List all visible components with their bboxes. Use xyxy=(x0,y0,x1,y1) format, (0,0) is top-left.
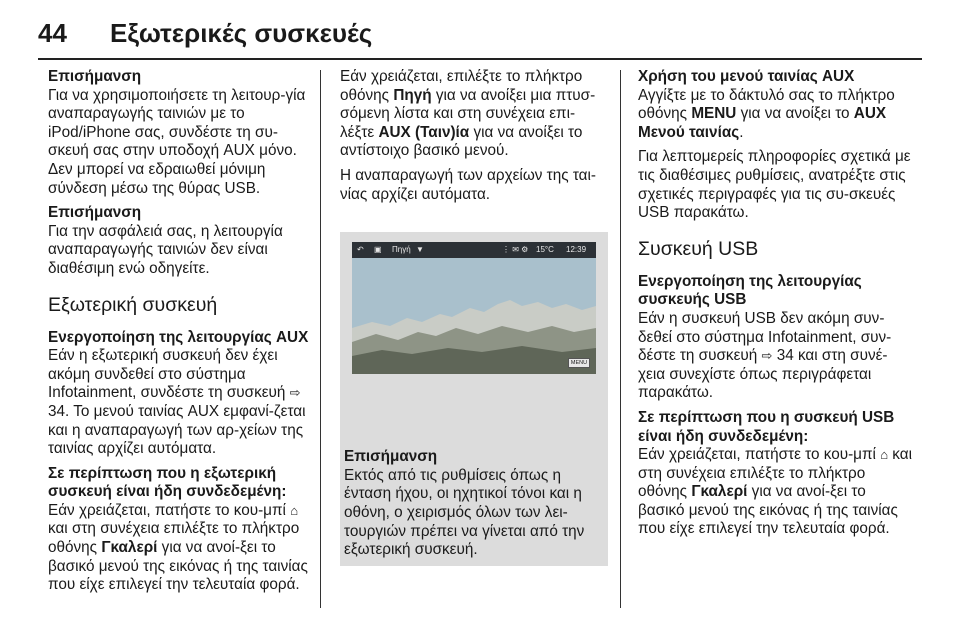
screen-menu-button[interactable]: MENU xyxy=(568,358,590,368)
autoplay-paragraph: Η αναπαραγωγή των αρχείων της ται-νίας αρχίζει αυτόματα. xyxy=(340,166,596,203)
screen-temperature: 15°C xyxy=(536,245,554,255)
column-1 xyxy=(48,68,310,595)
screen-source-label[interactable]: Πηγή xyxy=(392,245,411,255)
aux-activation-text-b: . Το μενού ταινίας AUX εμφανί-ζεται και η αναπαραγωγή των αρ-χείων της ταινίας αρχίζει αυτόματα. xyxy=(48,402,306,458)
gallery-label: Γκαλερί xyxy=(101,539,158,557)
usb-connected-body xyxy=(638,446,913,539)
aux-menu-text-b: για να ανοίξει το xyxy=(740,105,850,123)
source-text-b: για να ανοίξει μια πτυσ-σόμενη λίστα και στη συνέχεια επι-λέξτε xyxy=(340,86,596,141)
note-box-title: Επισήμανση xyxy=(344,448,438,466)
note-1-title: Επισήμανση xyxy=(48,68,142,85)
note-box-body: Εκτός από τις ρυθμίσεις όπως η ένταση ήχου, οι ηχητικοί τόνοι και η οθόνη, ο χειρισμός όλων των λει-τουργιών πρέπει να γίνεται από την εξωτερική συσκευή. xyxy=(344,466,585,559)
page-ref[interactable]: 34 xyxy=(776,347,794,365)
note-2-body: Για την ασφάλειά σας, η λειτουργία αναπαραγωγής ταινιών δεν είναι διαθέσιμη ενώ οδηγείτε. xyxy=(48,222,283,277)
home-button-icon: ⌂ xyxy=(880,447,889,463)
column-3 xyxy=(638,68,913,539)
note-2 xyxy=(48,204,310,278)
arrow-ref-icon: ⇨ xyxy=(761,348,773,364)
subheading-aux-activation: Ενεργοποίηση της λειτουργίας AUX xyxy=(48,328,309,346)
source-select-paragraph xyxy=(340,68,608,161)
aux-activation-text-a: Εάν η εξωτερική συσκευή δεν έχει ακόμη συνδεθεί στο σύστημα Infotainment, συνδέστε τη συσκευή xyxy=(48,347,286,402)
usb-activation-text-b: και στη συνέ-χεια συνεχίστε όπως περιγράφεται παρακάτω. xyxy=(638,347,888,402)
page-title: Εξωτερικές συσκευές xyxy=(110,18,373,48)
usb-activation-text-a: Εάν η συσκευή USB δεν ακόμη συν-δεθεί στο σύστημα Infotainment, συν-δέστε τη συσκευή xyxy=(638,309,892,365)
usb-connected-text-c: για να ανοί-ξει το βασικό μενού της εικόνας ή της ταινίας που είχε επιλεγεί την τελευταία φορά. xyxy=(638,483,898,538)
camera-icon: ▣ xyxy=(374,245,382,255)
screen-display xyxy=(352,242,596,374)
page-ref[interactable]: 34 xyxy=(48,402,66,420)
note-2-title: Επισήμανση xyxy=(48,204,142,222)
section-title-external-device: Εξωτερική συσκευή xyxy=(48,293,218,316)
landscape-image xyxy=(352,242,596,374)
column-divider-1 xyxy=(320,70,321,608)
subheading-usb-activation: Ενεργοποίηση της λειτουργίας συσκευής USB xyxy=(638,272,862,309)
source-text-c: για να ανοίξει το αντίστοιχο βασικό μενού. xyxy=(340,123,583,160)
usb-connected-text-a: Εάν χρειάζεται, πατήστε το κου-μπί xyxy=(638,446,876,464)
subheading-aux-movie-menu: Χρήση του μενού ταινίας AUX xyxy=(638,68,855,85)
note-1 xyxy=(48,68,310,198)
screen-status-bar xyxy=(352,242,596,258)
aux-menu-paragraph xyxy=(638,87,913,143)
column-2 xyxy=(340,68,608,566)
source-text-a: Εάν χρειάζεται, επιλέξτε το πλήκτρο οθόνης xyxy=(340,68,583,104)
column-divider-2 xyxy=(620,70,621,608)
aux-movie-label: AUX (Ταιν)ία xyxy=(378,123,470,141)
page-header xyxy=(38,12,922,60)
subheading-usb-connected: Σε περίπτωση που η συσκευή USB είναι ήδη συνδεδεμένη: xyxy=(638,408,895,445)
home-button-icon: ⌂ xyxy=(290,502,299,518)
page-number: 44 xyxy=(38,18,67,48)
note-1-body: Για να χρησιμοποιήσετε τη λειτουρ-γία αναπαραγωγής ταινιών με το iPod/iPhone σας, συνδέστε τη συ-σκευή σας στην υποδοχή AUX μόνο. Δεν μπορεί να εδραιωθεί μόνιμη σύνδεση μέσω της θύρας USB. xyxy=(48,86,306,197)
status-icons: ⋮ ✉ ⚙ xyxy=(502,245,529,255)
already-connected-text-a: Εάν χρειάζεται, πατήστε το κου-μπί xyxy=(48,501,286,519)
arrow-ref-icon: ⇨ xyxy=(289,385,301,401)
already-connected-body xyxy=(48,502,310,595)
back-icon[interactable]: ↶ xyxy=(357,245,364,255)
aux-menu-text-a: Αγγίξτε με το δάκτυλό σας το πλήκτρο οθόνης xyxy=(638,86,895,123)
details-paragraph: Για λεπτομερείς πληροφορίες σχετικά με τις διαθέσιμες ρυθμίσεις, ανατρέξτε στις σχετικές περιγραφές για τις συ-σκευές USB παρακάτω. xyxy=(638,148,911,222)
aux-movie-menu-label: AUX Μενού ταινίας xyxy=(638,105,887,141)
screen-time: 12:39 xyxy=(566,245,587,255)
aux-activation-body xyxy=(48,347,310,459)
source-label: Πηγή xyxy=(393,86,432,104)
dropdown-icon[interactable]: ▼ xyxy=(416,245,424,255)
usb-connected-text-b: και στη συνέχεια επιλέξτε το πλήκτρο οθόνης xyxy=(638,446,913,501)
menu-label: MENU xyxy=(691,105,737,123)
subheading-already-connected: Σε περίπτωση που η εξωτερική συσκευή είναι ήδη συνδεδεμένη: xyxy=(48,464,287,501)
infotainment-screenshot xyxy=(340,232,608,442)
header-divider xyxy=(38,58,922,60)
usb-activation-body xyxy=(638,310,913,403)
note-box xyxy=(340,442,608,566)
aux-menu-text-c: . xyxy=(739,123,744,141)
already-connected-text-b: και στη συνέχεια επιλέξτε το πλήκτρο οθόνης xyxy=(48,520,300,557)
already-connected-text-c: για να ανοί-ξει το βασικό μενού της εικόνας ή της ταινίας που είχε επιλεγεί την τελευταία φορά. xyxy=(48,539,308,594)
gallery-label: Γκαλερί xyxy=(691,483,748,501)
section-title-usb: Συσκευή USB xyxy=(638,237,759,260)
